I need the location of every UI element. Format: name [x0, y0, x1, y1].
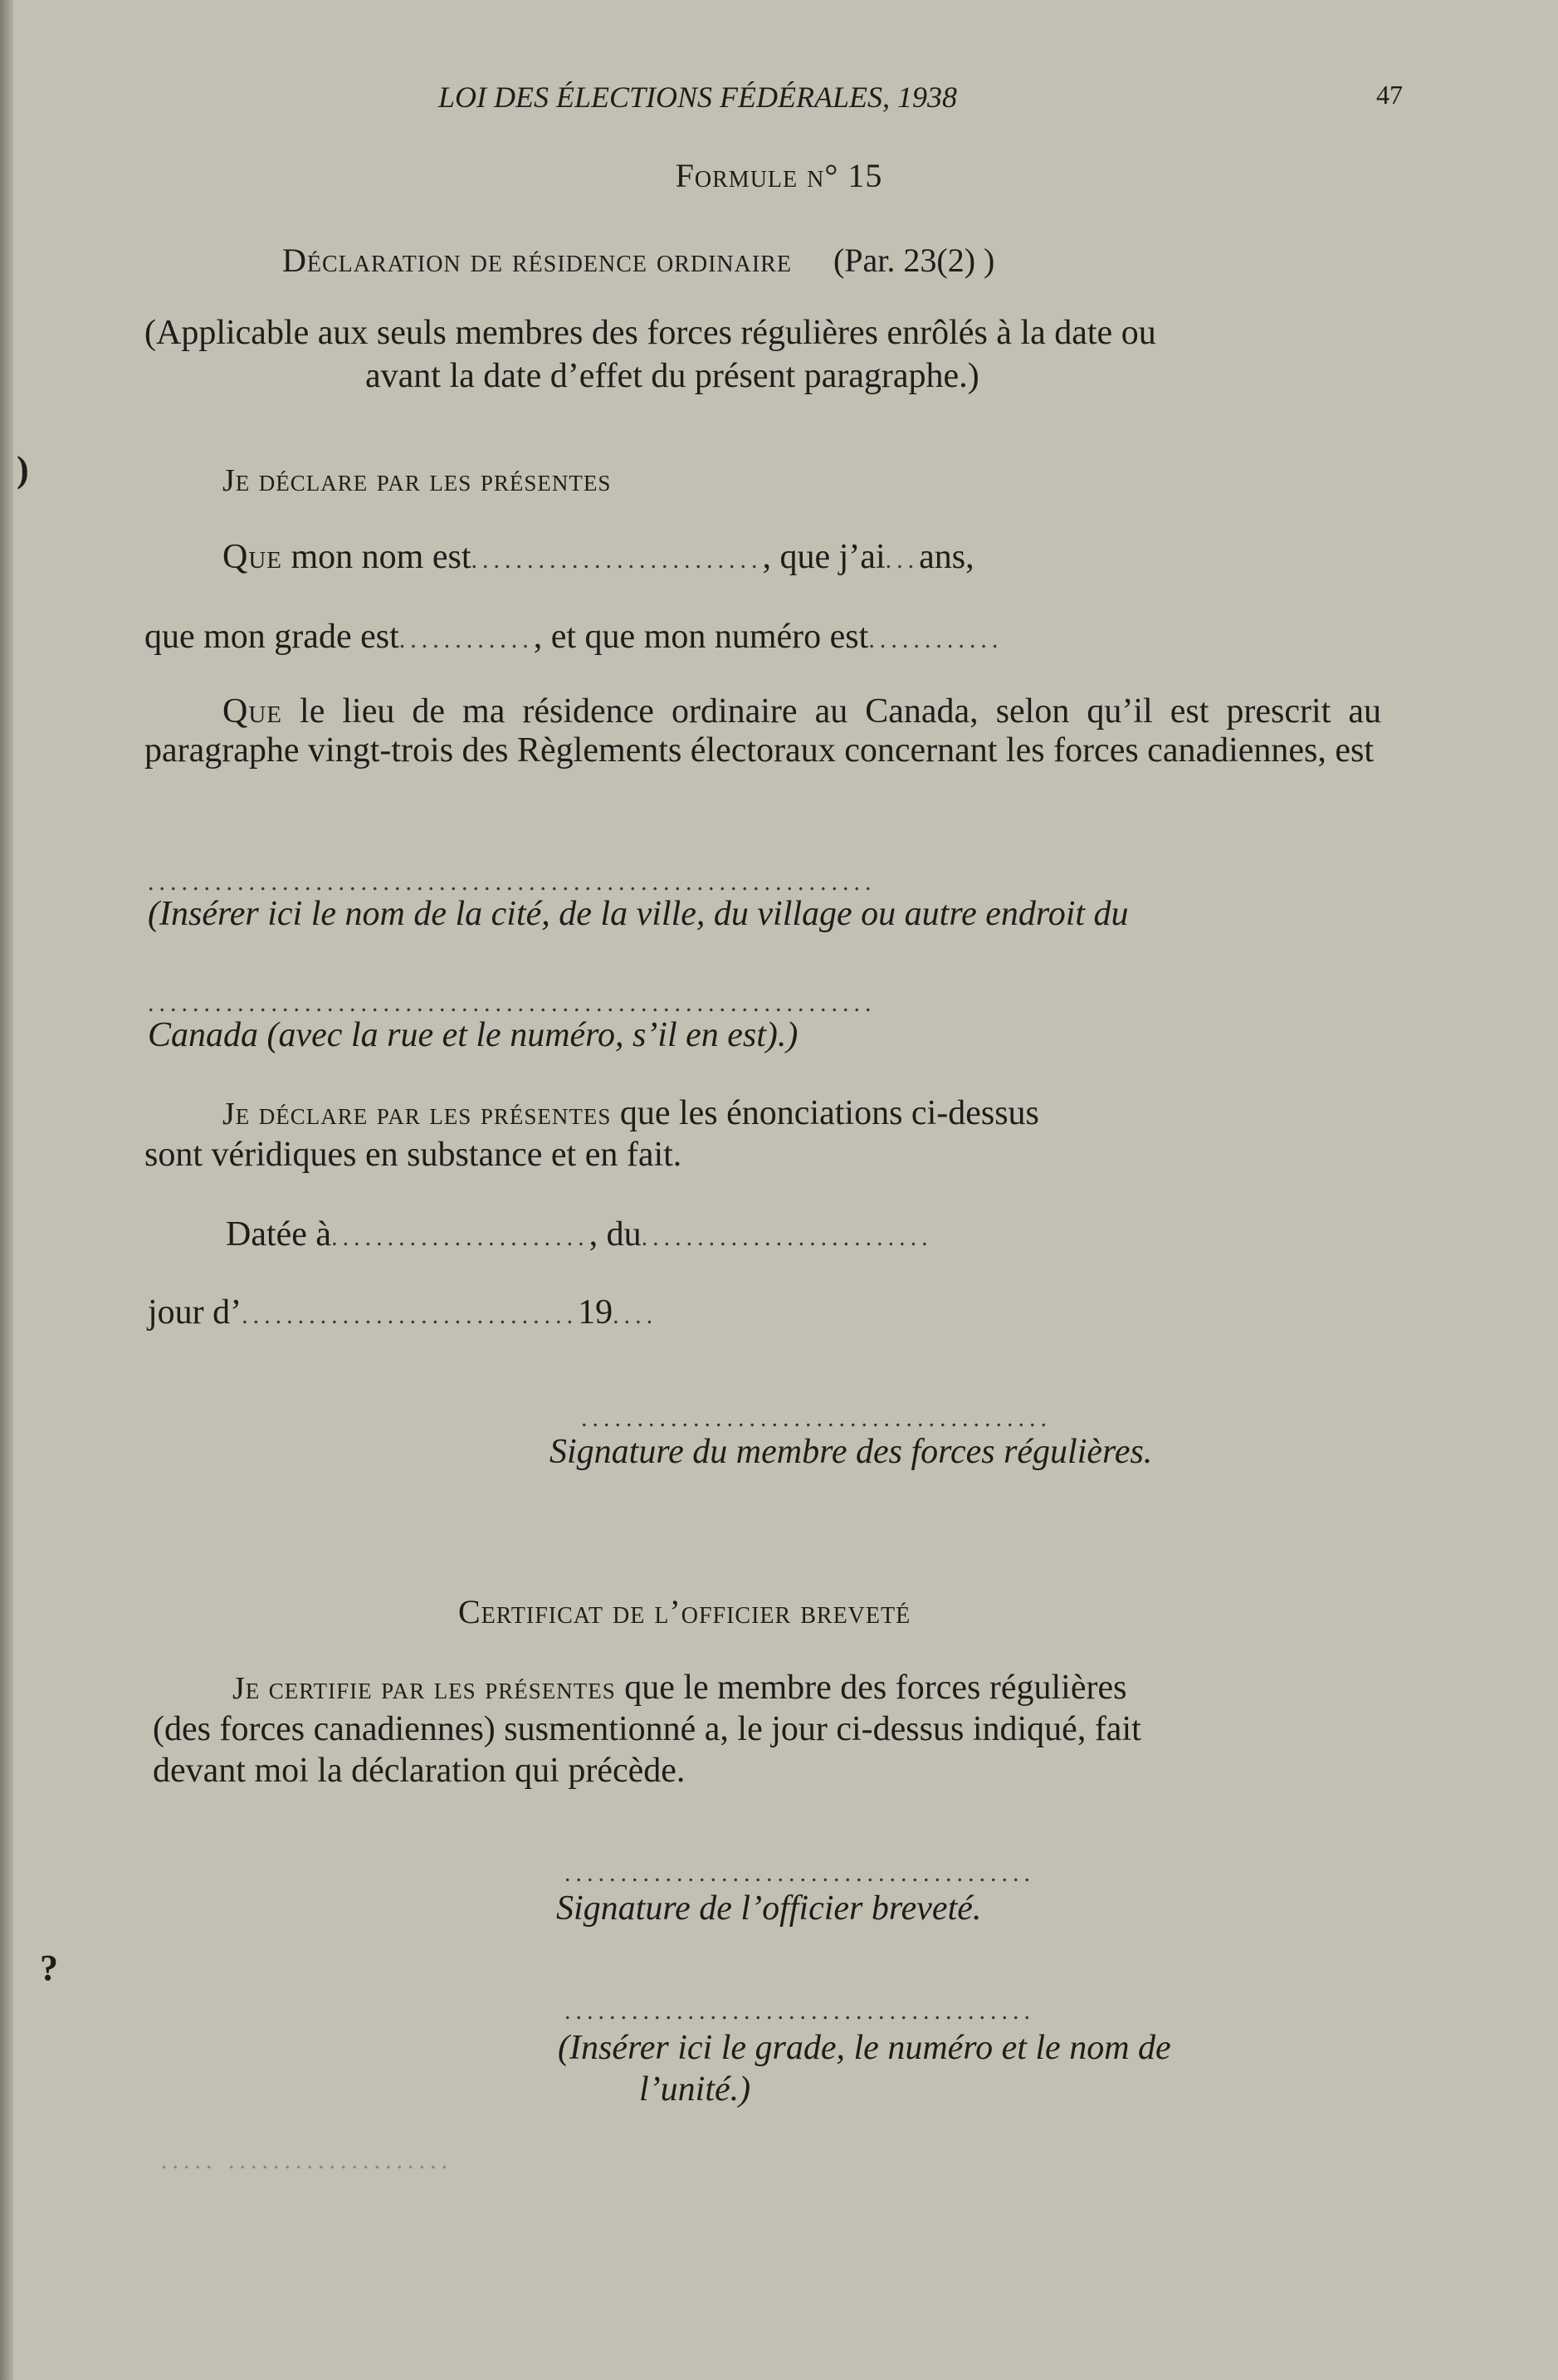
page-number: 47	[1376, 80, 1403, 110]
unit-fill-dots: ..........................................	[564, 1997, 1035, 2025]
certificate-lead: Je certifie par les présentes	[232, 1671, 616, 1706]
form-heading-text: Déclaration de résidence ordinaire	[282, 242, 792, 279]
applicability-line-1: (Applicable aux seuls membres des forces régulières enrôlés à la date ou	[144, 314, 1156, 352]
declaration-opening: Je déclare par les présentes	[222, 463, 612, 498]
year-label: 19	[578, 1293, 613, 1332]
dated-fill-dots: .......................	[331, 1224, 589, 1251]
dated-line	[226, 1215, 933, 1257]
insert-note-2: Canada (avec la rue et le numéro, s’il en est).)	[148, 1016, 799, 1054]
officer-signature-dots: ..........................................	[564, 1860, 1035, 1887]
du-fill-dots: ..........................	[641, 1224, 933, 1251]
margin-mark: ?	[40, 1947, 58, 1988]
closing-line-1	[222, 1094, 1039, 1134]
form-heading-ref: (Par. 23(2) )	[833, 242, 995, 279]
member-signature-dots: ..........................................	[581, 1405, 1052, 1432]
du-label: , du	[589, 1215, 642, 1254]
age-unit: ans,	[919, 538, 974, 576]
book-spine-shadow	[0, 0, 13, 2380]
form-title: Formule n° 15	[675, 157, 883, 194]
insert-note-1: (Insérer ici le nom de la cité, de la ville, du village ou autre endroit du	[148, 895, 1129, 933]
number-fill-dots: ............	[868, 626, 1004, 653]
member-signature-label: Signature du membre des forces régulières.	[549, 1433, 1153, 1471]
unit-note-2: l’unité.)	[639, 2070, 751, 2109]
closing-text: que les énonciations ci-dessus	[619, 1094, 1039, 1132]
age-fill-dots: ...	[885, 546, 920, 574]
year-fill-dots: ....	[613, 1302, 658, 1329]
form-heading	[282, 241, 994, 280]
que-word: Que	[222, 692, 282, 731]
name-line	[222, 538, 974, 579]
applicability-line-2: avant la date d’effet du présent paragraphe.)	[365, 357, 979, 395]
number-label: , et que mon numéro est	[533, 618, 869, 656]
closing-line-2: sont véridiques en substance et en fait.	[144, 1136, 682, 1174]
jour-label: jour d’	[148, 1293, 242, 1332]
que-word: Que	[222, 538, 282, 576]
certificate-heading: Certificat de l’officier breveté	[458, 1593, 911, 1630]
residence-text: le lieu de ma résidence ordinaire au Canada, selon qu’il est prescrit au paragraphe vingt-trois des Règlements électoraux concernant les forces canadiennes, est	[144, 692, 1382, 770]
name-fill-dots: ..........................	[471, 546, 763, 574]
age-label: , que j’ai	[762, 538, 886, 576]
day-line	[148, 1293, 657, 1335]
running-title: LOI DES ÉLECTIONS FÉDÉRALES, 1938	[438, 81, 957, 114]
certificate-line-3: devant moi la déclaration qui précède.	[153, 1752, 686, 1790]
dated-label: Datée à	[226, 1215, 332, 1254]
rank-line	[144, 618, 1003, 659]
certificate-line-1	[232, 1669, 1126, 1708]
residence-paragraph	[144, 692, 1381, 770]
bottom-bleed-dots: ..... ....................	[161, 2147, 452, 2174]
residence-fill-dots-1: .................................................................	[148, 868, 877, 896]
jour-fill-dots: ..............................	[242, 1302, 579, 1329]
certificate-line-2: (des forces canadiennes) susmentionné a, le jour ci-dessus indiqué, fait	[153, 1710, 1141, 1748]
name-label: mon nom est	[291, 538, 471, 576]
rank-label: que mon grade est	[144, 618, 399, 656]
margin-mark: )	[17, 449, 29, 490]
closing-lead: Je déclare par les présentes	[222, 1097, 612, 1131]
residence-fill-dots-2: .................................................................	[148, 990, 877, 1017]
unit-note-1: (Insérer ici le grade, le numéro et le nom de	[558, 2029, 1171, 2067]
rank-fill-dots: ............	[398, 626, 534, 653]
certificate-text-1: que le membre des forces régulières	[624, 1669, 1127, 1707]
officer-signature-label: Signature de l’officier breveté.	[556, 1889, 982, 1928]
